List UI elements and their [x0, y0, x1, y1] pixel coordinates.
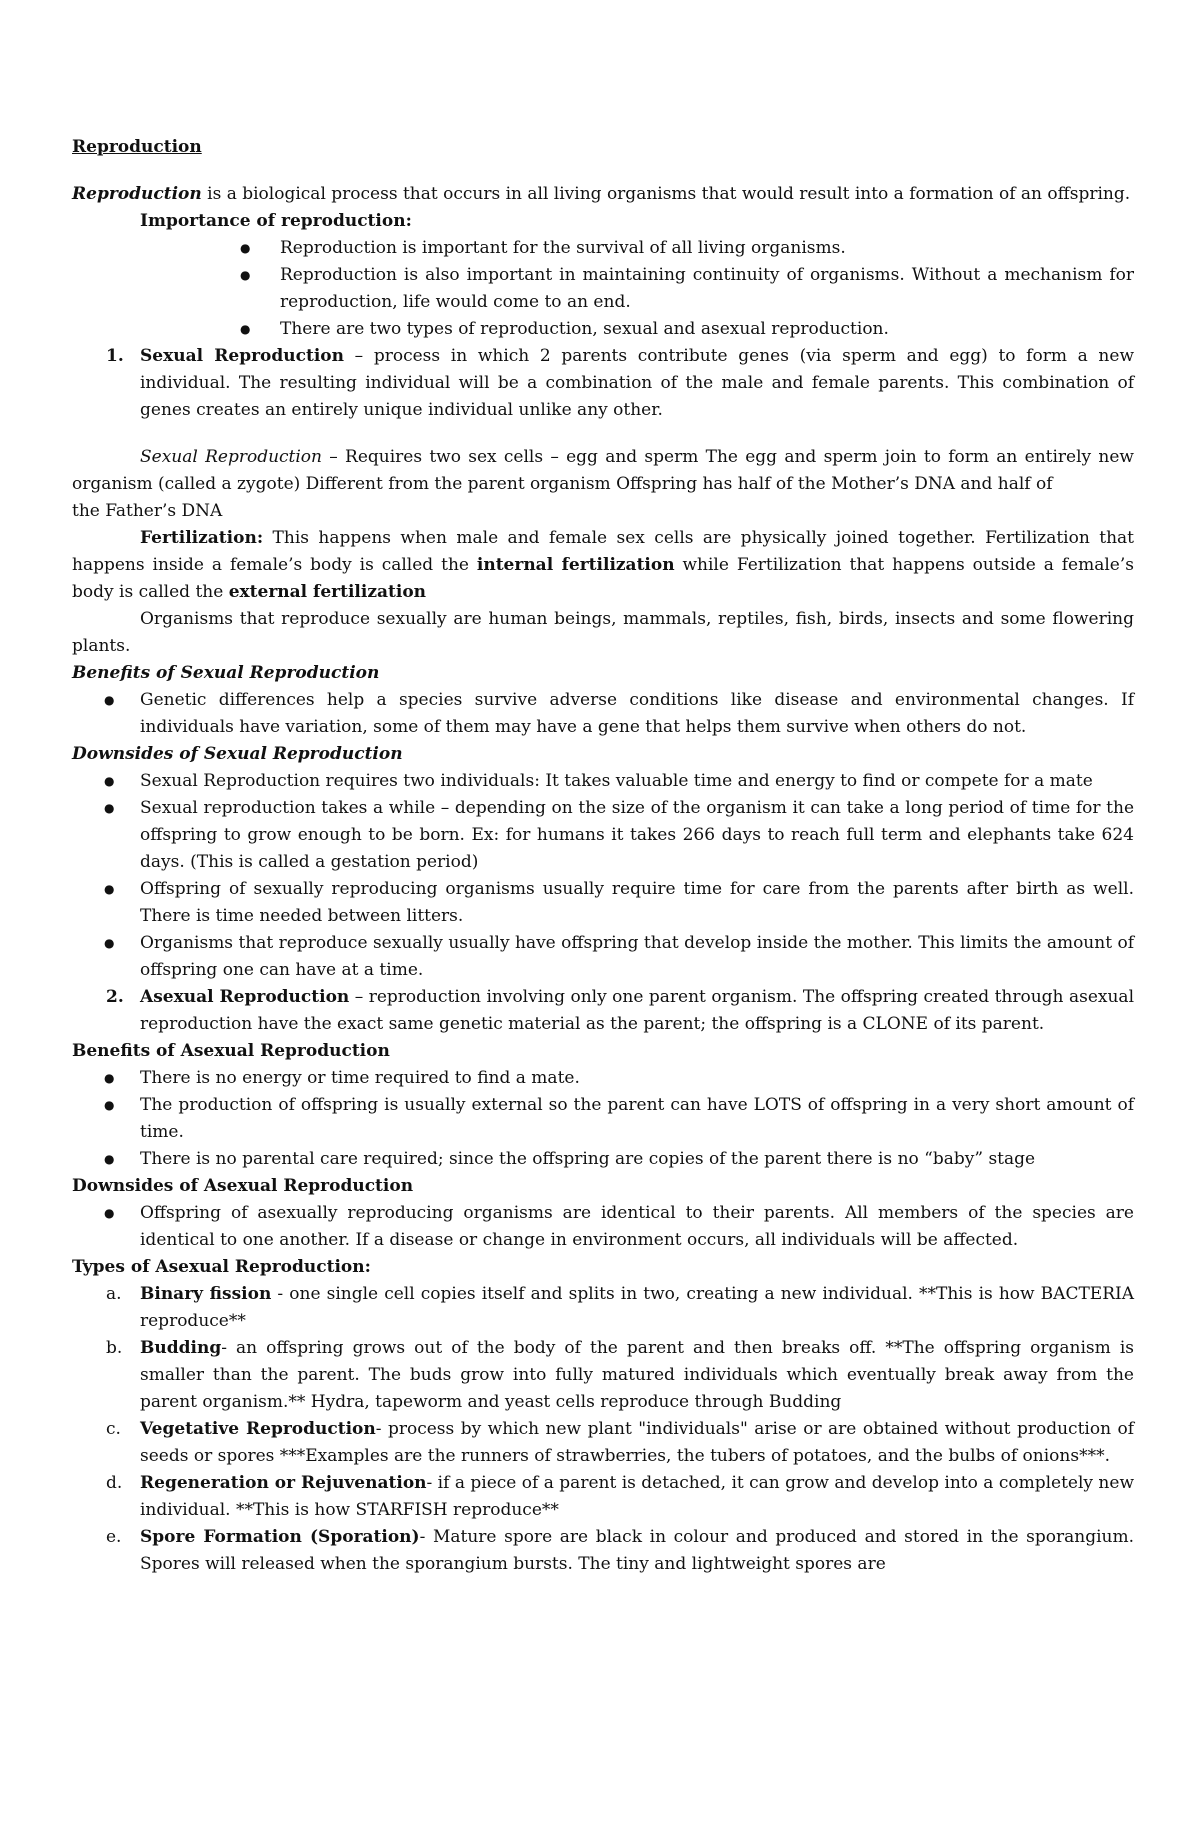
list-item: ● Offspring of sexually reproducing organisms usually require time for care from the parents after birth as well. There is time needed between litters.: [72, 876, 1134, 930]
list-item: ● Reproduction is also important in maintaining continuity of organisms. Without a mechanism for reproduction, life would come to an end.: [72, 262, 1134, 316]
list-item: ● There is no parental care required; since the offspring are copies of the parent there is no “baby” stage: [72, 1146, 1134, 1173]
intro-term: Reproduction: [72, 184, 202, 204]
list-item: a. Binary fission - one single cell copies itself and splits in two, creating a new individual. **This is how BACTERIA reproduce**: [72, 1281, 1134, 1335]
list-item: d. Regeneration or Rejuvenation- if a piece of a parent is detached, it can grow and develop into a completely new individual. **This is how STARFISH reproduce**: [72, 1470, 1134, 1524]
types-list: [72, 1281, 1134, 1578]
sexual-detail-paragraph: Sexual Reproduction – Requires two sex cells – egg and sperm The egg and sperm join to form an entirely new organism (called a zygote) Different from the parent organism Offspring has half of the Mother’s DNA and half of: [72, 447, 1134, 494]
list-item: ● There is no energy or time required to find a mate.: [72, 1065, 1134, 1092]
benefits-sexual-heading: Benefits of Sexual Reproduction: [72, 663, 380, 683]
bullet-icon: ●: [104, 1071, 115, 1085]
list-item: ● The production of offspring is usually external so the parent can have LOTS of offspring in a very short amount of time.: [72, 1092, 1134, 1146]
list-marker: c.: [106, 1419, 121, 1439]
list-marker: e.: [106, 1527, 122, 1547]
organisms-paragraph: Organisms that reproduce sexually are human beings, mammals, reptiles, fish, birds, insects and some flowering plants.: [72, 609, 1134, 656]
asexual-reproduction-item: 2. Asexual Reproduction – reproduction involving only one parent organism. The offspring created through asexual reproduction have the exact same genetic material as the parent; the offspring is a CLONE of its parent.: [72, 984, 1134, 1038]
bullet-icon: ●: [104, 1152, 115, 1166]
benefits-asexual-list: [72, 1065, 1134, 1173]
list-item: ● Reproduction is important for the survival of all living organisms.: [72, 235, 1134, 262]
bullet-icon: ●: [104, 882, 115, 896]
asexual-term: Asexual Reproduction: [140, 987, 350, 1007]
bullet-icon: ●: [240, 241, 251, 255]
list-marker: b.: [106, 1338, 123, 1358]
list-marker: a.: [106, 1284, 122, 1304]
fertilization-paragraph: Fertilization: This happens when male and female sex cells are physically joined together. Fertilization that happens inside a female’s body is called the internal fertilization while Fertilization that happens outside a female’s body is called the external fertilization: [72, 528, 1134, 602]
bullet-icon: ●: [104, 936, 115, 950]
types-heading: Types of Asexual Reproduction:: [72, 1257, 371, 1277]
bullet-icon: ●: [240, 322, 251, 336]
list-item: ● There are two types of reproduction, sexual and asexual reproduction.: [72, 316, 1134, 343]
bullet-icon: ●: [240, 268, 251, 282]
list-item: ● Offspring of asexually reproducing organisms are identical to their parents. All members of the species are identical to one another. If a disease or change in environment occurs, all individuals will be affected.: [72, 1200, 1134, 1254]
importance-list: [72, 235, 1134, 343]
list-marker: d.: [106, 1473, 123, 1493]
list-item: ● Organisms that reproduce sexually usually have offspring that develop inside the mother. This limits the amount of offspring one can have at a time.: [72, 930, 1134, 984]
sexual-reproduction-item: 1. Sexual Reproduction – process in which 2 parents contribute genes (via sperm and egg) to form a new individual. The resulting individual will be a combination of the male and female parents. This combination of genes creates an entirely unique individual unlike any other.: [72, 343, 1134, 424]
list-item: c. Vegetative Reproduction- process by which new plant "individuals" arise or are obtained without production of seeds or spores ***Examples are the runners of strawberries, the tubers of potatoes, and the bulbs of onions***.: [72, 1416, 1134, 1470]
bullet-icon: ●: [104, 1206, 115, 1220]
intro-paragraph: [72, 181, 1134, 208]
importance-heading: Importance of reproduction:: [140, 211, 412, 231]
list-number: 2.: [106, 987, 124, 1007]
list-item: e. Spore Formation (Sporation)- Mature spore are black in colour and produced and stored in the sporangium. Spores will released when the sporangium bursts. The tiny and lightweight spores are: [72, 1524, 1134, 1578]
sexual-term: Sexual Reproduction: [140, 346, 344, 366]
downsides-asexual-list: [72, 1200, 1134, 1254]
bullet-icon: ●: [104, 1098, 115, 1112]
document-page: [72, 134, 1134, 1578]
main-list-2: [72, 984, 1134, 1038]
list-item: b. Budding- an offspring grows out of the body of the parent and then breaks off. **The offspring organism is smaller than the parent. The buds grow into fully matured individuals which eventually break away from the parent organism.** Hydra, tapeworm and yeast cells reproduce through Budding: [72, 1335, 1134, 1416]
bullet-icon: ●: [104, 801, 115, 815]
downsides-sexual-heading: Downsides of Sexual Reproduction: [72, 744, 403, 764]
bullet-icon: ●: [104, 693, 115, 707]
downsides-asexual-heading: Downsides of Asexual Reproduction: [72, 1176, 414, 1196]
list-item: ● Genetic differences help a species survive adverse conditions like disease and environmental changes. If individuals have variation, some of them may have a gene that helps them survive when others do not.: [72, 687, 1134, 741]
bullet-icon: ●: [104, 774, 115, 788]
benefits-sexual-list: [72, 687, 1134, 741]
downsides-sexual-list: [72, 768, 1134, 984]
main-list-1: [72, 343, 1134, 424]
page-title: Reproduction: [72, 137, 202, 157]
list-item: ● Sexual reproduction takes a while – depending on the size of the organism it can take a long period of time for the offspring to grow enough to be born. Ex: for humans it takes 266 days to reach full term and elephants take 624 days. (This is called a gestation period): [72, 795, 1134, 876]
list-number: 1.: [106, 346, 124, 366]
benefits-asexual-heading: Benefits of Asexual Reproduction: [72, 1041, 390, 1061]
intro-text: is a biological process that occurs in all living organisms that would result into a formation of an offspring.: [201, 184, 1131, 204]
sexual-detail-line: the Father’s DNA: [72, 501, 223, 521]
list-item: ● Sexual Reproduction requires two individuals: It takes valuable time and energy to find or compete for a mate: [72, 768, 1134, 795]
